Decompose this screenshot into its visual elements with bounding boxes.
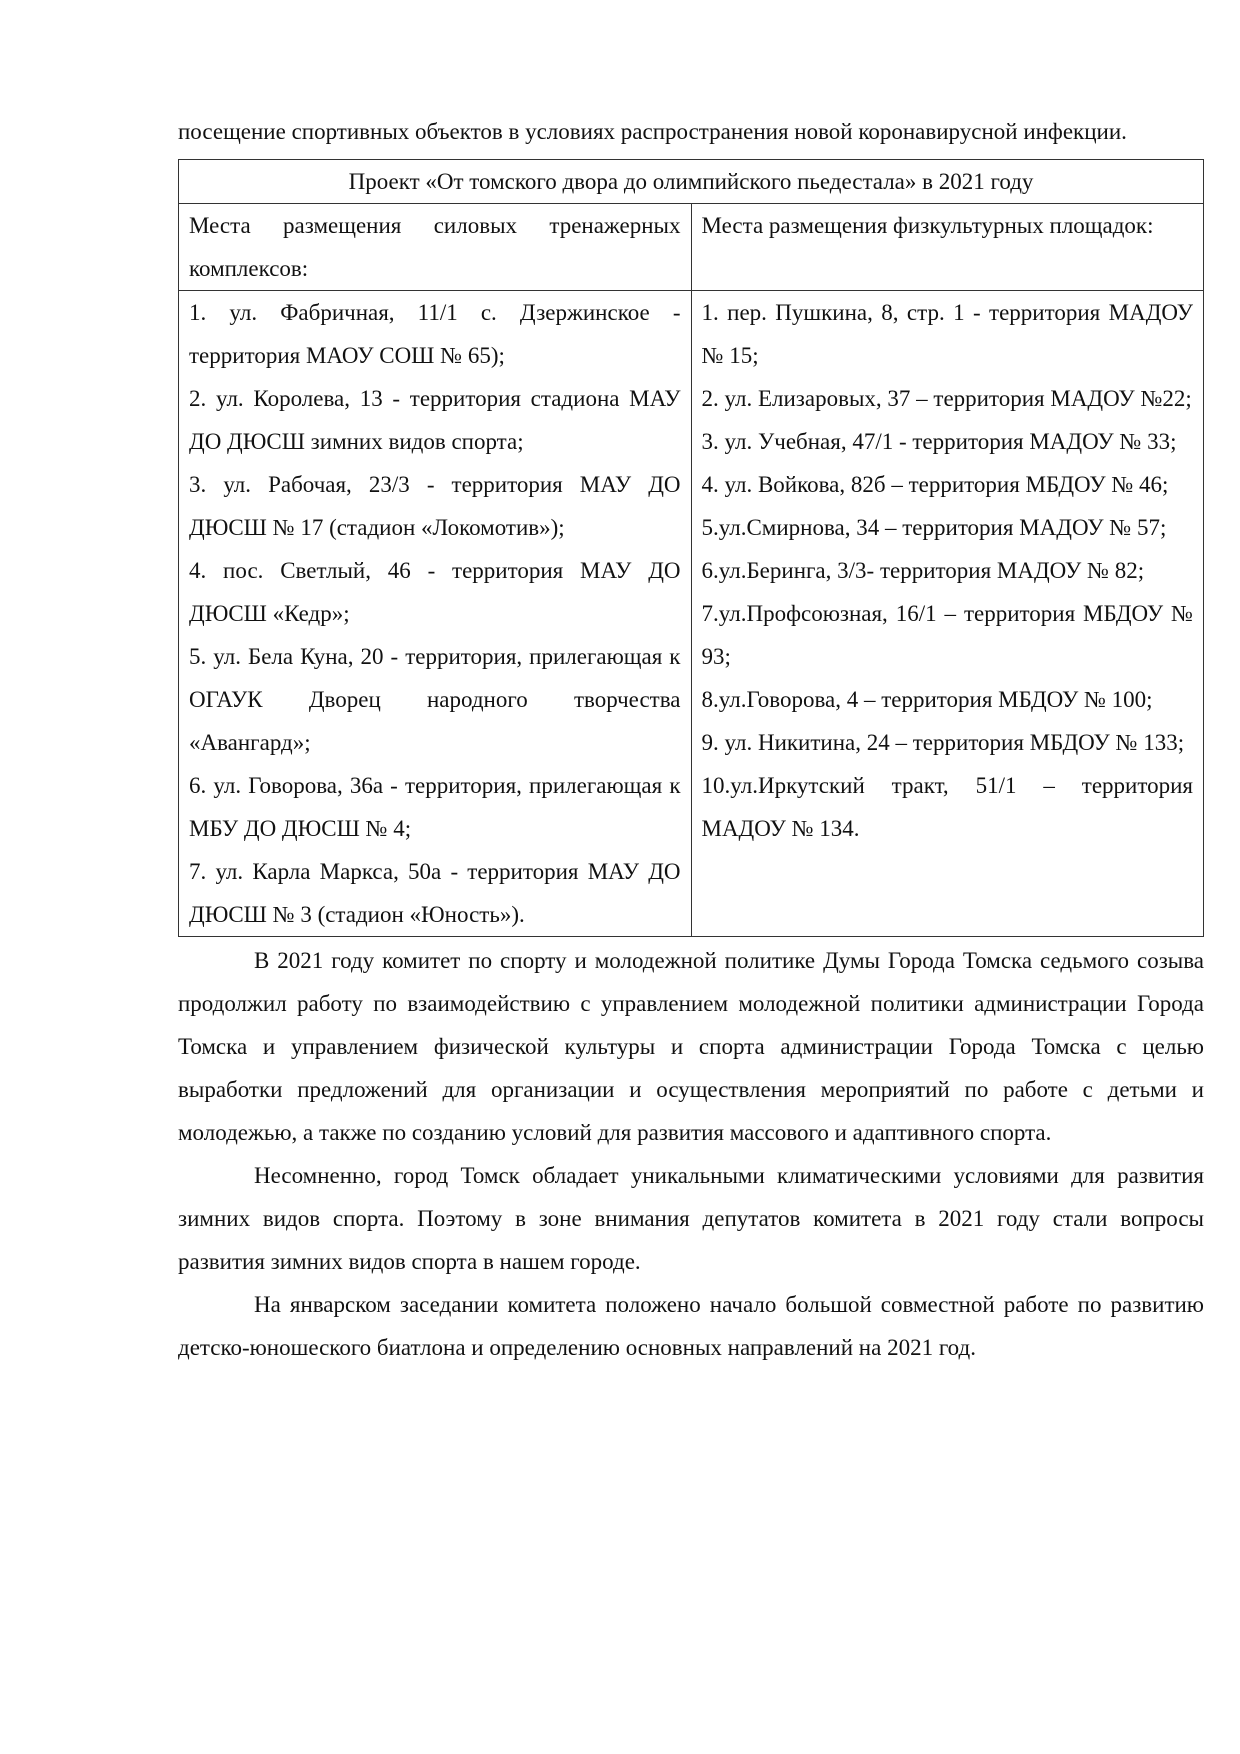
sports-grounds-list — [691, 291, 1204, 937]
list-item: 3. ул. Рабочая, 23/3 - территория МАУ ДО ДЮСШ № 17 (стадион «Локомотив»); — [189, 472, 681, 540]
sports-places-table — [178, 159, 1204, 937]
strength-equipment-list — [179, 291, 692, 937]
list-item: 6.ул.Беринга, 3/3- территория МАДОУ № 82; — [701, 558, 1145, 583]
list-item: 1. пер. Пушкина, 8, стр. 1 - территория МАДОУ № 15; — [701, 300, 1193, 368]
list-item: 3. ул. Учебная, 47/1 - территория МАДОУ № 33; — [701, 429, 1177, 454]
right-column-header: Места размещения физкультурных площадок: — [691, 204, 1204, 291]
table-header-row — [179, 204, 1204, 291]
list-item: 5. ул. Бела Куна, 20 - территория, прилегающая к ОГАУК Дворец народного творчества «Авангард»; — [189, 644, 681, 755]
strength-equipment-items — [189, 291, 681, 936]
list-item: 9. ул. Никитина, 24 – территория МБДОУ № 133; — [701, 730, 1185, 755]
paragraph-winter-sports: Несомненно, город Томск обладает уникальными климатическими условиями для развития зимних видов спорта. Поэтому в зоне внимания депутатов комитета в 2021 году стали вопросы развития зимних видов спорта в нашем городе. — [178, 1163, 1204, 1274]
paragraph-biathlon: На январском заседании комитета положено начало большой совместной работе по развитию детско-юношеского биатлона и определению основных направлений на 2021 год. — [178, 1292, 1204, 1360]
list-item: 6. ул. Говорова, 36а - территория, прилегающая к МБУ ДО ДЮСШ № 4; — [189, 773, 681, 841]
table-title: Проект «От томского двора до олимпийского пьедестала» в 2021 году — [179, 160, 1204, 204]
list-item: 7.ул.Профсоюзная, 16/1 – территория МБДОУ № 93; — [701, 601, 1193, 669]
list-item: 4. ул. Войкова, 82б – территория МБДОУ № 46; — [701, 472, 1169, 497]
intro-text: посещение спортивных объектов в условиях распространения новой коронавирусной инфекции. — [178, 119, 1127, 144]
list-item: 10.ул.Иркутский тракт, 51/1 – территория МАДОУ № 134. — [701, 773, 1193, 841]
table-title-row — [179, 160, 1204, 204]
list-item: 2. ул. Елизаровых, 37 – территория МАДОУ №22; — [701, 386, 1192, 411]
list-item: 8.ул.Говорова, 4 – территория МБДОУ № 100; — [701, 687, 1153, 712]
paragraph-committee-work: В 2021 году комитет по спорту и молодежной политике Думы Города Томска седьмого созыва продолжил работу по взаимодействию с управлением молодежной политики администрации Города Томска и управлением физической культуры и спорта администрации Города Томска с целью выработки предложений для организации и осуществления мероприятий по работе с детьми и молодежью, а также по созданию условий для развития массового и адаптивного спорта. — [178, 948, 1204, 1145]
sports-grounds-items — [702, 291, 1194, 850]
list-item: 5.ул.Смирнова, 34 – территория МАДОУ № 57; — [701, 515, 1167, 540]
document-page — [178, 110, 1204, 1369]
list-item: 7. ул. Карла Маркса, 50а - территория МАУ ДО ДЮСШ № 3 (стадион «Юность»). — [189, 859, 681, 927]
table-body-row — [179, 291, 1204, 937]
list-item: 1. ул. Фабричная, 11/1 с. Дзержинское - территория МАОУ СОШ № 65); — [189, 300, 681, 368]
list-item: 2. ул. Королева, 13 - территория стадиона МАУ ДО ДЮСШ зимних видов спорта; — [189, 386, 681, 454]
list-item: 4. пос. Светлый, 46 - территория МАУ ДО ДЮСШ «Кедр»; — [189, 558, 681, 626]
left-column-header: Места размещения силовых тренажерных комплексов: — [179, 204, 692, 291]
